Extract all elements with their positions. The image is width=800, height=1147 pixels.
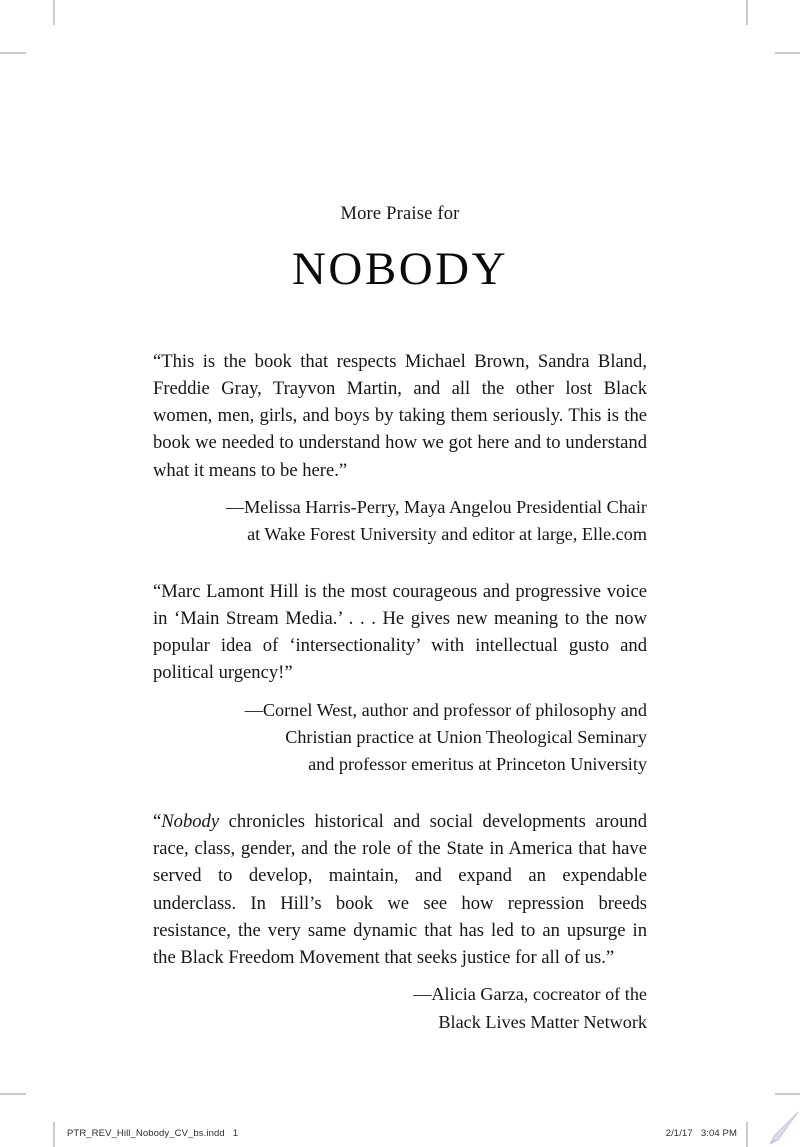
footer-file-slug: PTR_REV_Hill_Nobody_CV_bs.indd 1 [67, 1128, 239, 1139]
blurb-attribution [153, 484, 647, 549]
praise-blurb [153, 808, 647, 1036]
attribution-line: —Alicia Garza, cocreator of the [413, 984, 647, 1005]
attribution-line: Christian practice at Union Theological Seminary [285, 727, 647, 748]
blurb-quote-text [153, 808, 647, 972]
crop-mark-bottom-right-horizontal [775, 1093, 800, 1095]
page-content [153, 0, 647, 1036]
crop-mark-bottom-right-vertical [746, 1122, 748, 1147]
crop-mark-bottom-left-horizontal [0, 1093, 26, 1095]
attribution-line: Black Lives Matter Network [438, 1011, 647, 1032]
attribution-line: and professor emeritus at Princeton University [308, 754, 647, 775]
praise-blurb [153, 348, 647, 549]
footer-timestamp: 2/1/17 3:04 PM [665, 1128, 737, 1139]
blurb-quote-text: “This is the book that respects Michael Brown, Sandra Bland, Freddie Gray, Trayvon Martin, and all the other lost Black women, men, girls, and boys by taking them seriously. This is the book we needed to understand how we got here and to understand what it means to be here.” [153, 350, 647, 481]
praise-blurb-list [153, 293, 647, 1037]
crop-mark-top-right-vertical [746, 0, 748, 25]
blurb-attribution [153, 687, 647, 779]
crop-mark-top-right-horizontal [775, 52, 800, 54]
attribution-line: at Wake Forest University and editor at large, Elle.com [247, 524, 647, 545]
blurb-open-quote-mark: “ [153, 810, 162, 832]
praise-eyebrow: More Praise for [340, 204, 460, 224]
crop-mark-top-left-vertical [53, 0, 55, 25]
blurb-quote-text: “Marc Lamont Hill is the most courageous and progressive voice in ‘Main Stream Media.’ . . . He gives new meaning to the now popular idea of ‘intersectionality’ with intellectual gusto and political urgency!” [153, 580, 647, 684]
attribution-line: —Melissa Harris-Perry, Maya Angelou Presidential Chair [225, 496, 647, 517]
scan-artifact-icon [760, 1110, 800, 1147]
blurb-attribution [153, 971, 647, 1036]
crop-mark-top-left-horizontal [0, 52, 26, 54]
page-title: NOBODY [291, 242, 509, 295]
crop-mark-bottom-left-vertical [53, 1122, 55, 1147]
attribution-line: —Cornel West, author and professor of philosophy and [244, 699, 647, 720]
blurb-quote-body: chronicles historical and social developments around race, class, gender, and the role of the State in America that have served to develop, maintain, and expand an expendable underclass. In Hill’s book we see how repression breeds resistance, the very same dynamic that has led to an upsurge in the Black Freedom Movement that seeks justice for all of us.” [153, 810, 647, 969]
blurb-italic-title: Nobody [161, 810, 220, 832]
praise-blurb [153, 578, 647, 779]
